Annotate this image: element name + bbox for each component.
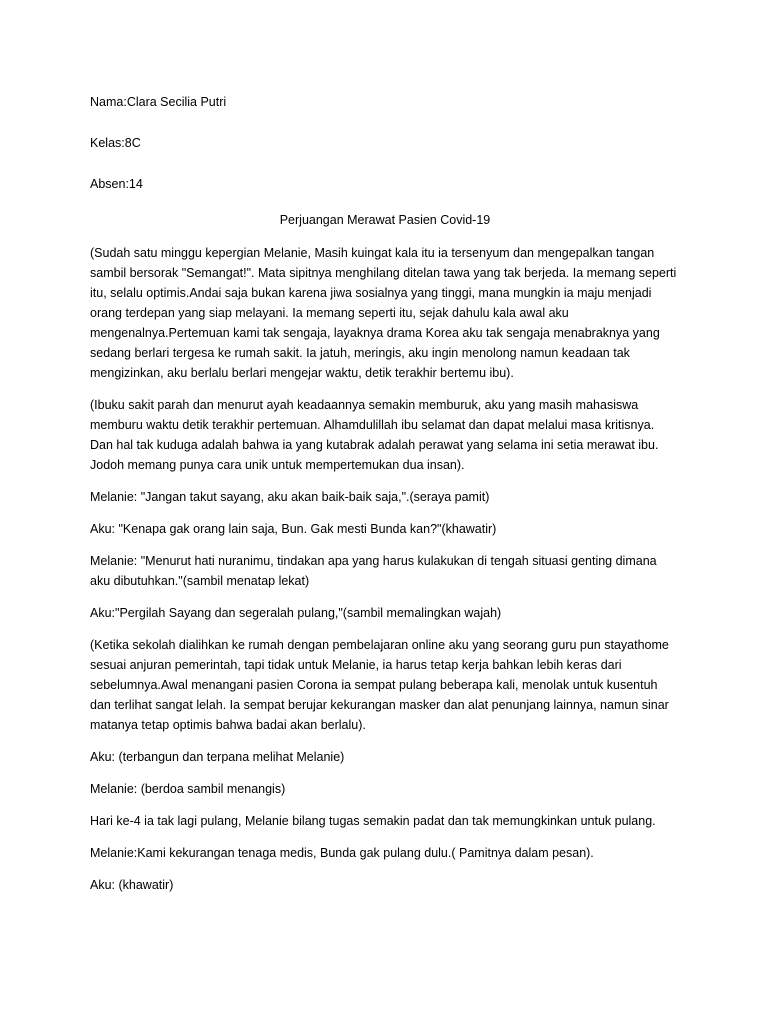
student-class: Kelas:8C	[90, 136, 141, 150]
dialogue-line: Melanie: "Jangan takut sayang, aku akan baik-baik saja,".(seraya pamit)	[90, 490, 490, 504]
paragraph: Hari ke-4 ia tak lagi pulang, Melanie bilang tugas semakin padat dan tak memungkinkan untuk pulang.	[90, 814, 656, 828]
dialogue-line: Melanie: "Menurut hati nuranimu, tindakan apa yang harus kulakukan di tengah situasi genting dimana aku dibutuhkan."(sambil menatap lekat)	[90, 554, 657, 588]
paragraph: (Sudah satu minggu kepergian Melanie, Masih kuingat kala itu ia tersenyum dan mengepalkan tangan sambil bersorak "Semangat!". Mata sipitnya menghilang ditelan tawa yang tak berjeda. Ia memang seperti itu, selalu optimis.Andai saja bukan karena jiwa sosialnya yang tinggi, mana mungkin ia maju menjadi orang terdepan yang siap melayani. Ia memang seperti itu, sejak dahulu kala awal aku mengenalnya.Pertemuan kami tak sengaja, layaknya drama Korea aku tak sengaja menabraknya yang sedang berlari tergesa ke rumah sakit. Ia jatuh, meringis, aku ingin menolong namun keadaan tak mengizinkan, aku berlalu berlari mengejar waktu, detik terakhir bertemu ibu).	[90, 246, 677, 380]
paragraph: (Ketika sekolah dialihkan ke rumah dengan pembelajaran online aku yang seorang guru pun stayathome sesuai anjuran pemerintah, tapi tidak untuk Melanie, ia harus tetap kerja bahkan lebih keras dari sebelumnya.Awal menangani pasien Corona ia sempat pulang beberapa kali, menolak untuk kusentuh dan terlihat sangat lelah. Ia sempat berujar kekurangan masker dan alat penunjang lainnya, namun sinar matanya tetap optimis bahwa badai akan berlalu).	[90, 638, 669, 732]
dialogue-line: Aku:"Pergilah Sayang dan segeralah pulang,"(sambil memalingkan wajah)	[90, 606, 502, 620]
story-title: Perjuangan Merawat Pasien Covid-19	[279, 213, 491, 227]
dialogue-line: Aku: (terbangun dan terpana melihat Melanie)	[90, 750, 345, 764]
document-body	[90, 92, 680, 907]
paragraph: (Ibuku sakit parah dan menurut ayah keadaannya semakin memburuk, aku yang masih mahasiswa memburu waktu detik terakhir pertemuan. Alhamdulillah ibu selamat dan dapat melalui masa kritisnya. Dan hal tak kuduga adalah bahwa ia yang kutabrak adalah perawat yang selama ini setia merawat ibu. Jodoh memang punya cara unik untuk mempertemukan dua insan).	[90, 398, 659, 472]
student-name: Nama:Clara Secilia Putri	[90, 95, 227, 109]
student-number: Absen:14	[90, 177, 143, 191]
dialogue-line: Aku: (khawatir)	[90, 878, 174, 892]
dialogue-line: Melanie: (berdoa sambil menangis)	[90, 782, 286, 796]
dialogue-line: Melanie:Kami kekurangan tenaga medis, Bunda gak pulang dulu.( Pamitnya dalam pesan).	[90, 846, 594, 860]
dialogue-line: Aku: "Kenapa gak orang lain saja, Bun. Gak mesti Bunda kan?"(khawatir)	[90, 522, 497, 536]
